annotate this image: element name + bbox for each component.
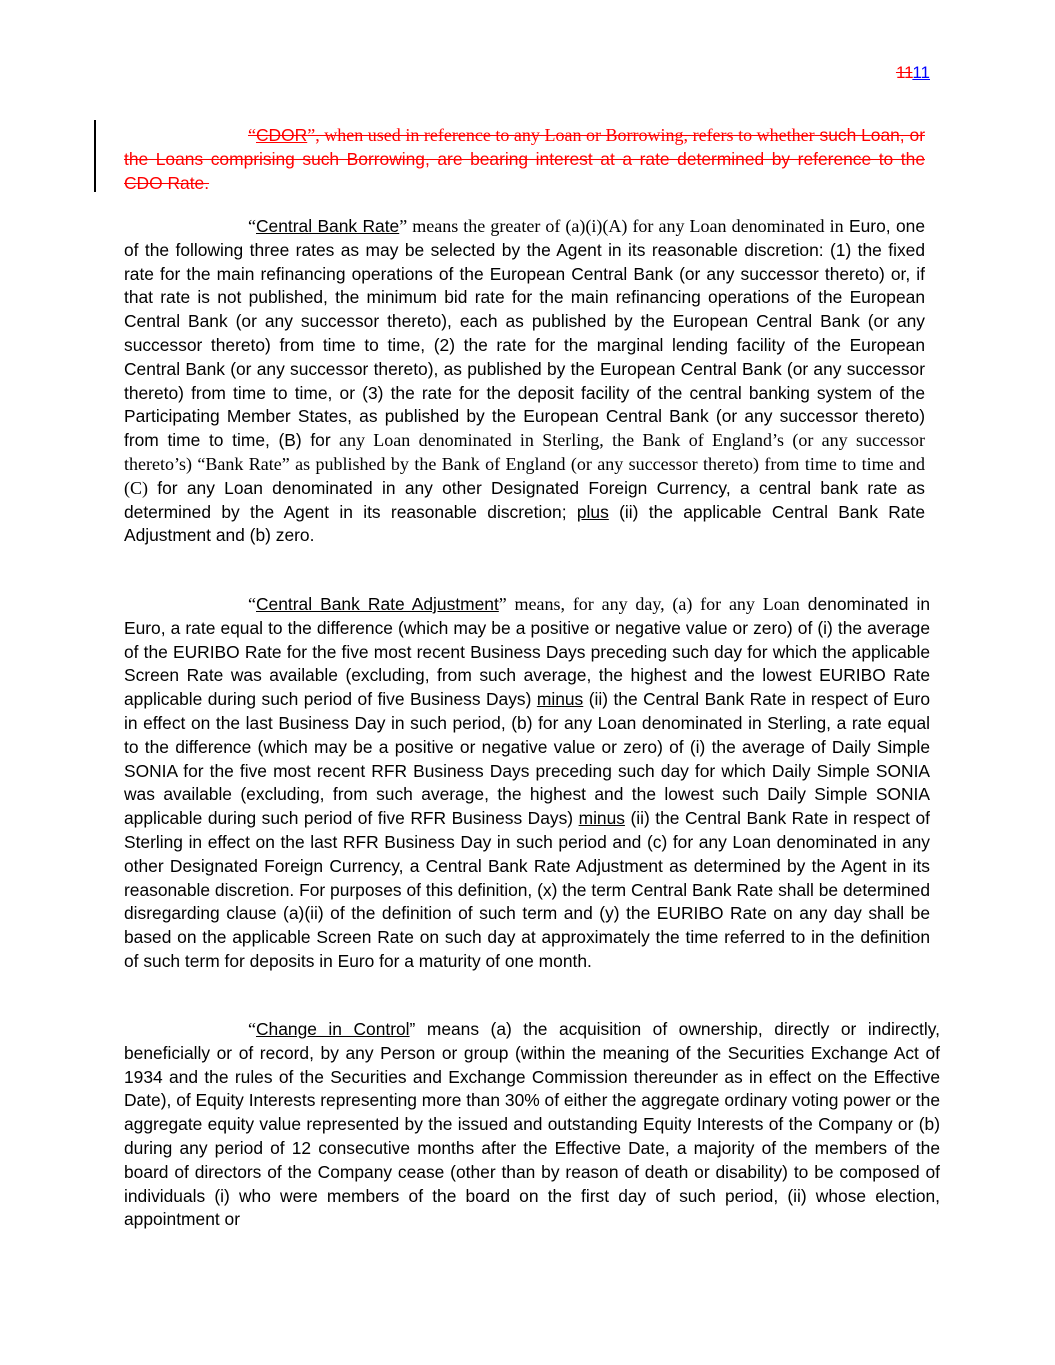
definition-text: denominated in Euro, a rate equal to the difference (which may be a positive or negative value or zero) of (i) the average of the EURIBO Rate for the five most recent Business Days preceding such day for which the applicable Screen Rate was available (excluding, from such average, the highest and the lowest EURIBO Rate applicable during such period of five Business Days) <box>124 594 931 710</box>
emphasis-minus: minus <box>578 808 625 829</box>
term-central-bank-rate-adjustment: Central Bank Rate Adjustment <box>256 594 499 614</box>
open-quote: “ <box>248 125 256 145</box>
open-quote: “ <box>248 1019 256 1039</box>
page-number-inserted: 11 <box>912 63 930 82</box>
emphasis-plus: plus <box>576 501 609 522</box>
definition-text: (ii) the applicable Central Bank Rate Adjustment and (b) zero. <box>124 501 925 546</box>
definition-cdor-deleted <box>124 124 925 195</box>
definition-text: for any Loan denominated in any other Designated Foreign Currency, a central bank rate as determined by the Agent in its reasonable discretion; <box>124 477 925 522</box>
definition-text: (ii) the Central Bank Rate in respect of Euro in effect on the last Business Day in such period, (b) for any Loan denominated in Sterling, a rate equal to the difference (which may be a positive or negative value or zero) of (i) the average of Daily Simple SONIA for the five most recent RFR Business Days preceding such day for which Daily Simple SONIA was available (excluding, from such average, the highest and the lowest such Daily Simple SONIA applicable during such period of five RFR Business Days) <box>124 689 930 829</box>
page-number-deleted: 11 <box>895 63 913 82</box>
definition-text: (ii) the Central Bank Rate in respect of Sterling in effect on the last RFR Business Day in such period and (c) for any Loan denominated in any other Designated Foreign Currency, a Central Bank Rate Adjustment as determined by the Agent in its reasonable discretion. For purposes of this definition, (x) the term Central Bank Rate shall be determined disregarding clause (a)(ii) of the definition of such term and (y) the EURIBO Rate on any day shall be based on the applicable Screen Rate on such day at approximately the time referred to in the definition of such term for deposits in Euro for a maturity of one month. <box>124 808 930 971</box>
definition-central-bank-rate-adjustment <box>124 593 930 974</box>
definition-central-bank-rate <box>124 215 925 548</box>
term-cdor: CDOR <box>256 125 308 145</box>
revision-change-bar <box>94 120 96 192</box>
definition-text: ” means the greater of (a)(i)(A) for any Loan denominated in <box>399 216 844 236</box>
definition-text: Euro, one of the following three rates as may be selected by the Agent in its reasonable discretion: (1) the fixed rate for the main refinancing operations of the European Central Bank (or any successor thereto) or, if that rate is not published, the minimum bid rate for the main refinancing operations of the European Central Bank (or any successor thereto), each as published by the European Central Bank (or any successor thereto) from time to time, (2) the rate for the marginal lending facility of the European Central Bank (or any successor thereto), as published by the European Central Bank (or any successor thereto) from time to time, or (3) the rate for the deposit facility of the central banking system of the Participating Member States, as published by the European Central Bank (or any successor thereto) from time to time, (B) for <box>124 216 925 451</box>
definition-text: ” means (a) the acquisition of ownership, directly or indirectly, beneficially or of record, by any Person or group (within the meaning of the Securities Exchange Act of 1934 and the rules of the Securities and Exchange Commission thereunder as in effect on the Effective Date), of Equity Interests representing more than 30% of either the aggregate ordinary voting power or the aggregate equity value represented by the issued and outstanding Equity Interests of the Company or (b) during any period of 12 consecutive months after the Effective Date, a majority of the members of the board of directors of the Company cease (other than by reason of death or disability) to be composed of individuals (i) who were members of the board on the first day of such period, (ii) whose election, appointment or <box>124 1019 940 1230</box>
definition-text: any Loan denominated in Sterling, the Bank of England’s (or any successor thereto’s) “Bank Rate” as published by the Bank of England (or any successor thereto) from time to time and (C) <box>124 430 925 498</box>
term-central-bank-rate: Central Bank Rate <box>256 216 400 236</box>
definition-text: such Loan, or the Loans comprising such Borrowing, are bearing interest at a rate determined by reference to the CDO Rate. <box>124 125 925 193</box>
open-quote: “ <box>248 594 256 614</box>
emphasis-minus: minus <box>536 689 584 710</box>
definition-text: ”, when used in reference to any Loan or Borrowing, refers to whether <box>307 125 815 145</box>
term-change-in-control: Change in Control <box>256 1019 410 1039</box>
page-number <box>896 62 930 84</box>
open-quote: “ <box>248 216 256 236</box>
definition-text: ” means, for any day, (a) for any Loan <box>498 594 800 614</box>
definition-change-in-control <box>124 1018 940 1232</box>
